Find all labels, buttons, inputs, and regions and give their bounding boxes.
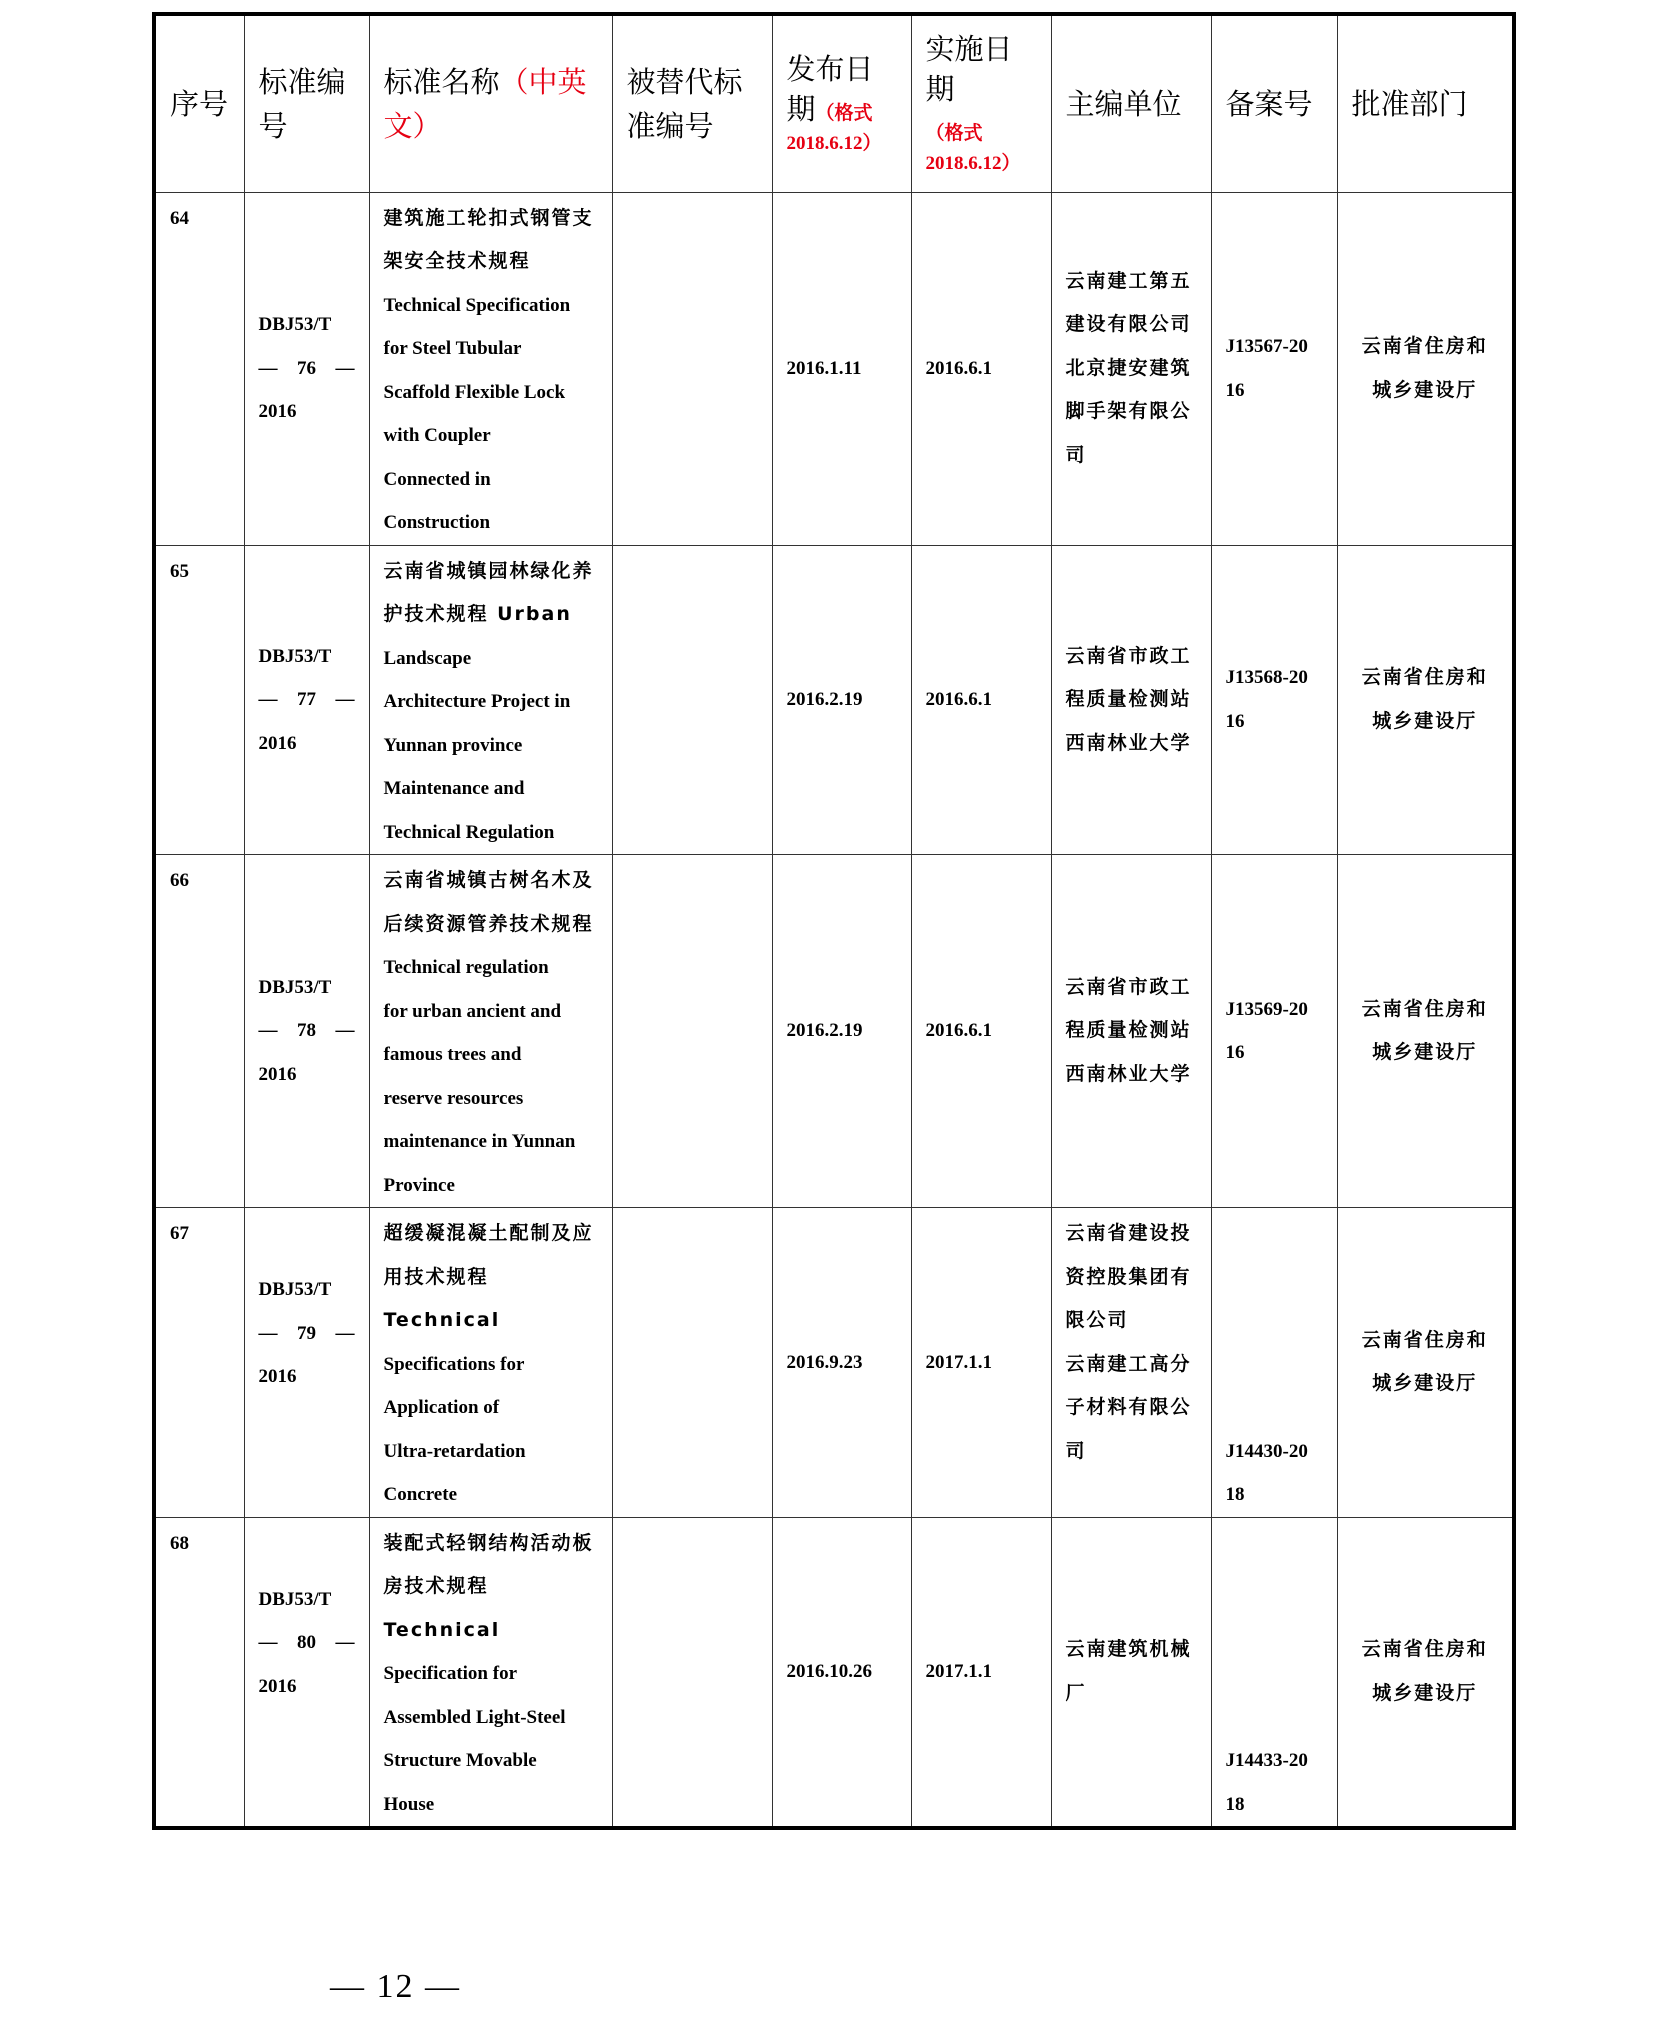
record-line: J14430-20 <box>1225 1440 1308 1462</box>
name-line: Specification for <box>383 1663 518 1684</box>
cell-record <box>1211 192 1337 545</box>
cell-replaced <box>612 1517 772 1828</box>
cell-approver <box>1337 855 1514 1208</box>
name-line: 云南省城镇园林绿化养 <box>383 559 594 582</box>
code-line: — 80 — <box>258 1632 355 1653</box>
name-line: Scaffold Flexible Lock <box>383 381 566 403</box>
name-line: famous trees and <box>383 1044 522 1065</box>
record-line: J13568-20 <box>1225 667 1308 689</box>
name-line: House <box>383 1793 435 1815</box>
cell-code <box>244 855 369 1208</box>
approver-line: 云南省住房和 <box>1361 1638 1488 1661</box>
name-line: for urban ancient and <box>383 1000 562 1022</box>
editor-line: 西南林业大学 <box>1065 1062 1192 1085</box>
approver-line: 云南省住房和 <box>1361 666 1488 689</box>
cell-effective-date: 2017.1.1 <box>911 1208 1051 1518</box>
table-row <box>154 1208 1514 1518</box>
cell-editor <box>1051 192 1211 545</box>
cell-name <box>369 855 612 1208</box>
header-publish-date: 发布日期（格式 2018.6.12） <box>772 14 911 192</box>
editor-line: 云南建筑机械 <box>1065 1638 1192 1661</box>
code-line: 2016 <box>258 1063 297 1085</box>
name-line: with Coupler <box>383 425 491 446</box>
cell-publish-date: 2016.1.11 <box>772 192 911 545</box>
code-line: 2016 <box>258 732 297 754</box>
cell-effective-date: 2016.6.1 <box>911 855 1051 1208</box>
record-line: J14433-20 <box>1225 1750 1308 1771</box>
cell-replaced <box>612 192 772 545</box>
name-line: maintenance in Yunnan <box>383 1131 576 1152</box>
editor-line: 限公司 <box>1065 1309 1129 1331</box>
editor-line: 建设有限公司 <box>1065 313 1192 336</box>
standards-table <box>152 12 1516 1830</box>
cell-publish-date: 2016.10.26 <box>772 1517 911 1828</box>
record-line: 18 <box>1225 1793 1245 1815</box>
name-line: reserve resources <box>383 1087 524 1109</box>
code-line: — 77 — <box>258 689 355 710</box>
record-line: 16 <box>1225 1042 1245 1063</box>
name-line: 房技术规程 Technical <box>383 1575 501 1641</box>
cell-name <box>369 1517 612 1828</box>
name-line: 护技术规程 Urban <box>383 603 572 625</box>
name-line: Specifications for <box>383 1353 525 1375</box>
code-line: 2016 <box>258 401 297 423</box>
cell-code <box>244 192 369 545</box>
cell-code <box>244 1517 369 1828</box>
header-code: 标准编号 <box>244 14 369 192</box>
page-number: — 12 — <box>330 1968 461 2005</box>
cell-code <box>244 545 369 855</box>
header-seq: 序号 <box>154 14 244 192</box>
cell-record <box>1211 855 1337 1208</box>
cell-publish-date: 2016.2.19 <box>772 855 911 1208</box>
editor-line: 西南林业大学 <box>1065 731 1192 754</box>
code-line: — 78 — <box>258 1020 355 1042</box>
header-replaced: 被替代标准编号 <box>612 14 772 192</box>
approver-line: 云南省住房和 <box>1361 1328 1488 1351</box>
name-line: Landscape <box>383 647 472 669</box>
record-line: 18 <box>1225 1484 1245 1505</box>
name-line: Construction <box>383 512 491 533</box>
approver-line: 城乡建设厅 <box>1372 1681 1478 1704</box>
cell-replaced <box>612 545 772 855</box>
editor-line: 云南建工第五 <box>1065 269 1192 292</box>
name-line: Yunnan province <box>383 734 523 756</box>
name-line: Connected in <box>383 468 491 490</box>
approver-line: 云南省住房和 <box>1361 997 1488 1020</box>
name-line: Province <box>383 1174 455 1196</box>
cell-approver <box>1337 192 1514 545</box>
cell-editor <box>1051 1517 1211 1828</box>
name-line: 装配式轻钢结构活动板 <box>383 1531 594 1554</box>
cell-code <box>244 1208 369 1518</box>
record-line: 16 <box>1225 379 1245 401</box>
cell-seq: 64 <box>154 192 244 545</box>
code-line: — 76 — <box>258 357 355 379</box>
table-row <box>154 545 1514 855</box>
name-line: for Steel Tubular <box>383 338 522 359</box>
name-line: 架安全技术规程 <box>383 250 531 272</box>
code-line: DBJ53/T <box>258 1279 332 1300</box>
table-row <box>154 1517 1514 1828</box>
cell-publish-date: 2016.9.23 <box>772 1208 911 1518</box>
code-line: 2016 <box>258 1675 297 1697</box>
header-editor: 主编单位 <box>1051 14 1211 192</box>
cell-seq: 65 <box>154 545 244 855</box>
name-line: Structure Movable <box>383 1750 537 1771</box>
cell-editor <box>1051 855 1211 1208</box>
cell-seq: 67 <box>154 1208 244 1518</box>
cell-approver <box>1337 1517 1514 1828</box>
cell-name <box>369 192 612 545</box>
editor-line: 脚手架有限公 <box>1065 400 1192 423</box>
editor-line: 程质量检测站 <box>1065 688 1192 710</box>
cell-record <box>1211 1517 1337 1828</box>
cell-approver <box>1337 545 1514 855</box>
cell-approver <box>1337 1208 1514 1518</box>
editor-line: 司 <box>1065 443 1087 466</box>
header-row <box>154 14 1514 192</box>
cell-replaced <box>612 855 772 1208</box>
cell-record <box>1211 1208 1337 1518</box>
editor-line: 云南建工高分 <box>1065 1352 1192 1375</box>
name-line: Assembled Light-Steel <box>383 1706 566 1728</box>
record-line: J13569-20 <box>1225 998 1308 1020</box>
cell-publish-date: 2016.2.19 <box>772 545 911 855</box>
approver-line: 云南省住房和 <box>1361 335 1488 357</box>
cell-effective-date: 2017.1.1 <box>911 1517 1051 1828</box>
name-line: Ultra-retardation <box>383 1440 526 1462</box>
cell-seq: 66 <box>154 855 244 1208</box>
editor-line: 厂 <box>1065 1681 1087 1704</box>
name-line: Maintenance and <box>383 778 525 799</box>
header-name: 标准名称（中英文） <box>369 14 612 192</box>
cell-name <box>369 1208 612 1518</box>
header-approver: 批准部门 <box>1337 14 1514 192</box>
name-line: Application of <box>383 1397 500 1418</box>
cell-editor <box>1051 1208 1211 1518</box>
table-row <box>154 192 1514 545</box>
approver-line: 城乡建设厅 <box>1372 1041 1478 1063</box>
table-row <box>154 855 1514 1208</box>
code-line: DBJ53/T <box>258 976 332 998</box>
editor-line: 云南省建设投 <box>1065 1222 1192 1244</box>
name-line: Technical regulation <box>383 957 549 978</box>
editor-line: 北京捷安建筑 <box>1065 356 1192 379</box>
name-line: 后续资源管养技术规程 <box>383 912 594 935</box>
editor-line: 司 <box>1065 1439 1087 1462</box>
name-line: Technical Specification <box>383 294 571 316</box>
name-line: Concrete <box>383 1484 458 1505</box>
editor-line: 子材料有限公 <box>1065 1396 1192 1418</box>
name-line: Technical Regulation <box>383 821 555 843</box>
editor-line: 云南省市政工 <box>1065 975 1192 998</box>
name-line: 建筑施工轮扣式钢管支 <box>383 206 594 229</box>
cell-name <box>369 545 612 855</box>
record-line: 16 <box>1225 710 1245 732</box>
name-line: 云南省城镇古树名木及 <box>383 869 594 891</box>
code-line: 2016 <box>258 1366 297 1387</box>
header-record: 备案号 <box>1211 14 1337 192</box>
cell-editor <box>1051 545 1211 855</box>
code-line: DBJ53/T <box>258 314 332 336</box>
cell-replaced <box>612 1208 772 1518</box>
header-effective-date: 实施日期 （格式 2018.6.12） <box>911 14 1051 192</box>
approver-line: 城乡建设厅 <box>1372 378 1478 401</box>
code-line: DBJ53/T <box>258 645 332 667</box>
approver-line: 城乡建设厅 <box>1372 1372 1478 1395</box>
editor-line: 资控股集团有 <box>1065 1265 1192 1288</box>
name-line: 超缓凝混凝土配制及应 <box>383 1222 594 1244</box>
record-line: J13567-20 <box>1225 336 1308 357</box>
editor-line: 云南省市政工 <box>1065 644 1192 667</box>
approver-line: 城乡建设厅 <box>1372 709 1478 732</box>
editor-line: 程质量检测站 <box>1065 1019 1192 1042</box>
code-line: — 79 — <box>258 1322 355 1344</box>
name-line: 用技术规程 Technical <box>383 1265 501 1331</box>
name-line: Architecture Project in <box>383 691 571 712</box>
code-line: DBJ53/T <box>258 1588 332 1610</box>
cell-seq: 68 <box>154 1517 244 1828</box>
cell-effective-date: 2016.6.1 <box>911 192 1051 545</box>
cell-record <box>1211 545 1337 855</box>
cell-effective-date: 2016.6.1 <box>911 545 1051 855</box>
